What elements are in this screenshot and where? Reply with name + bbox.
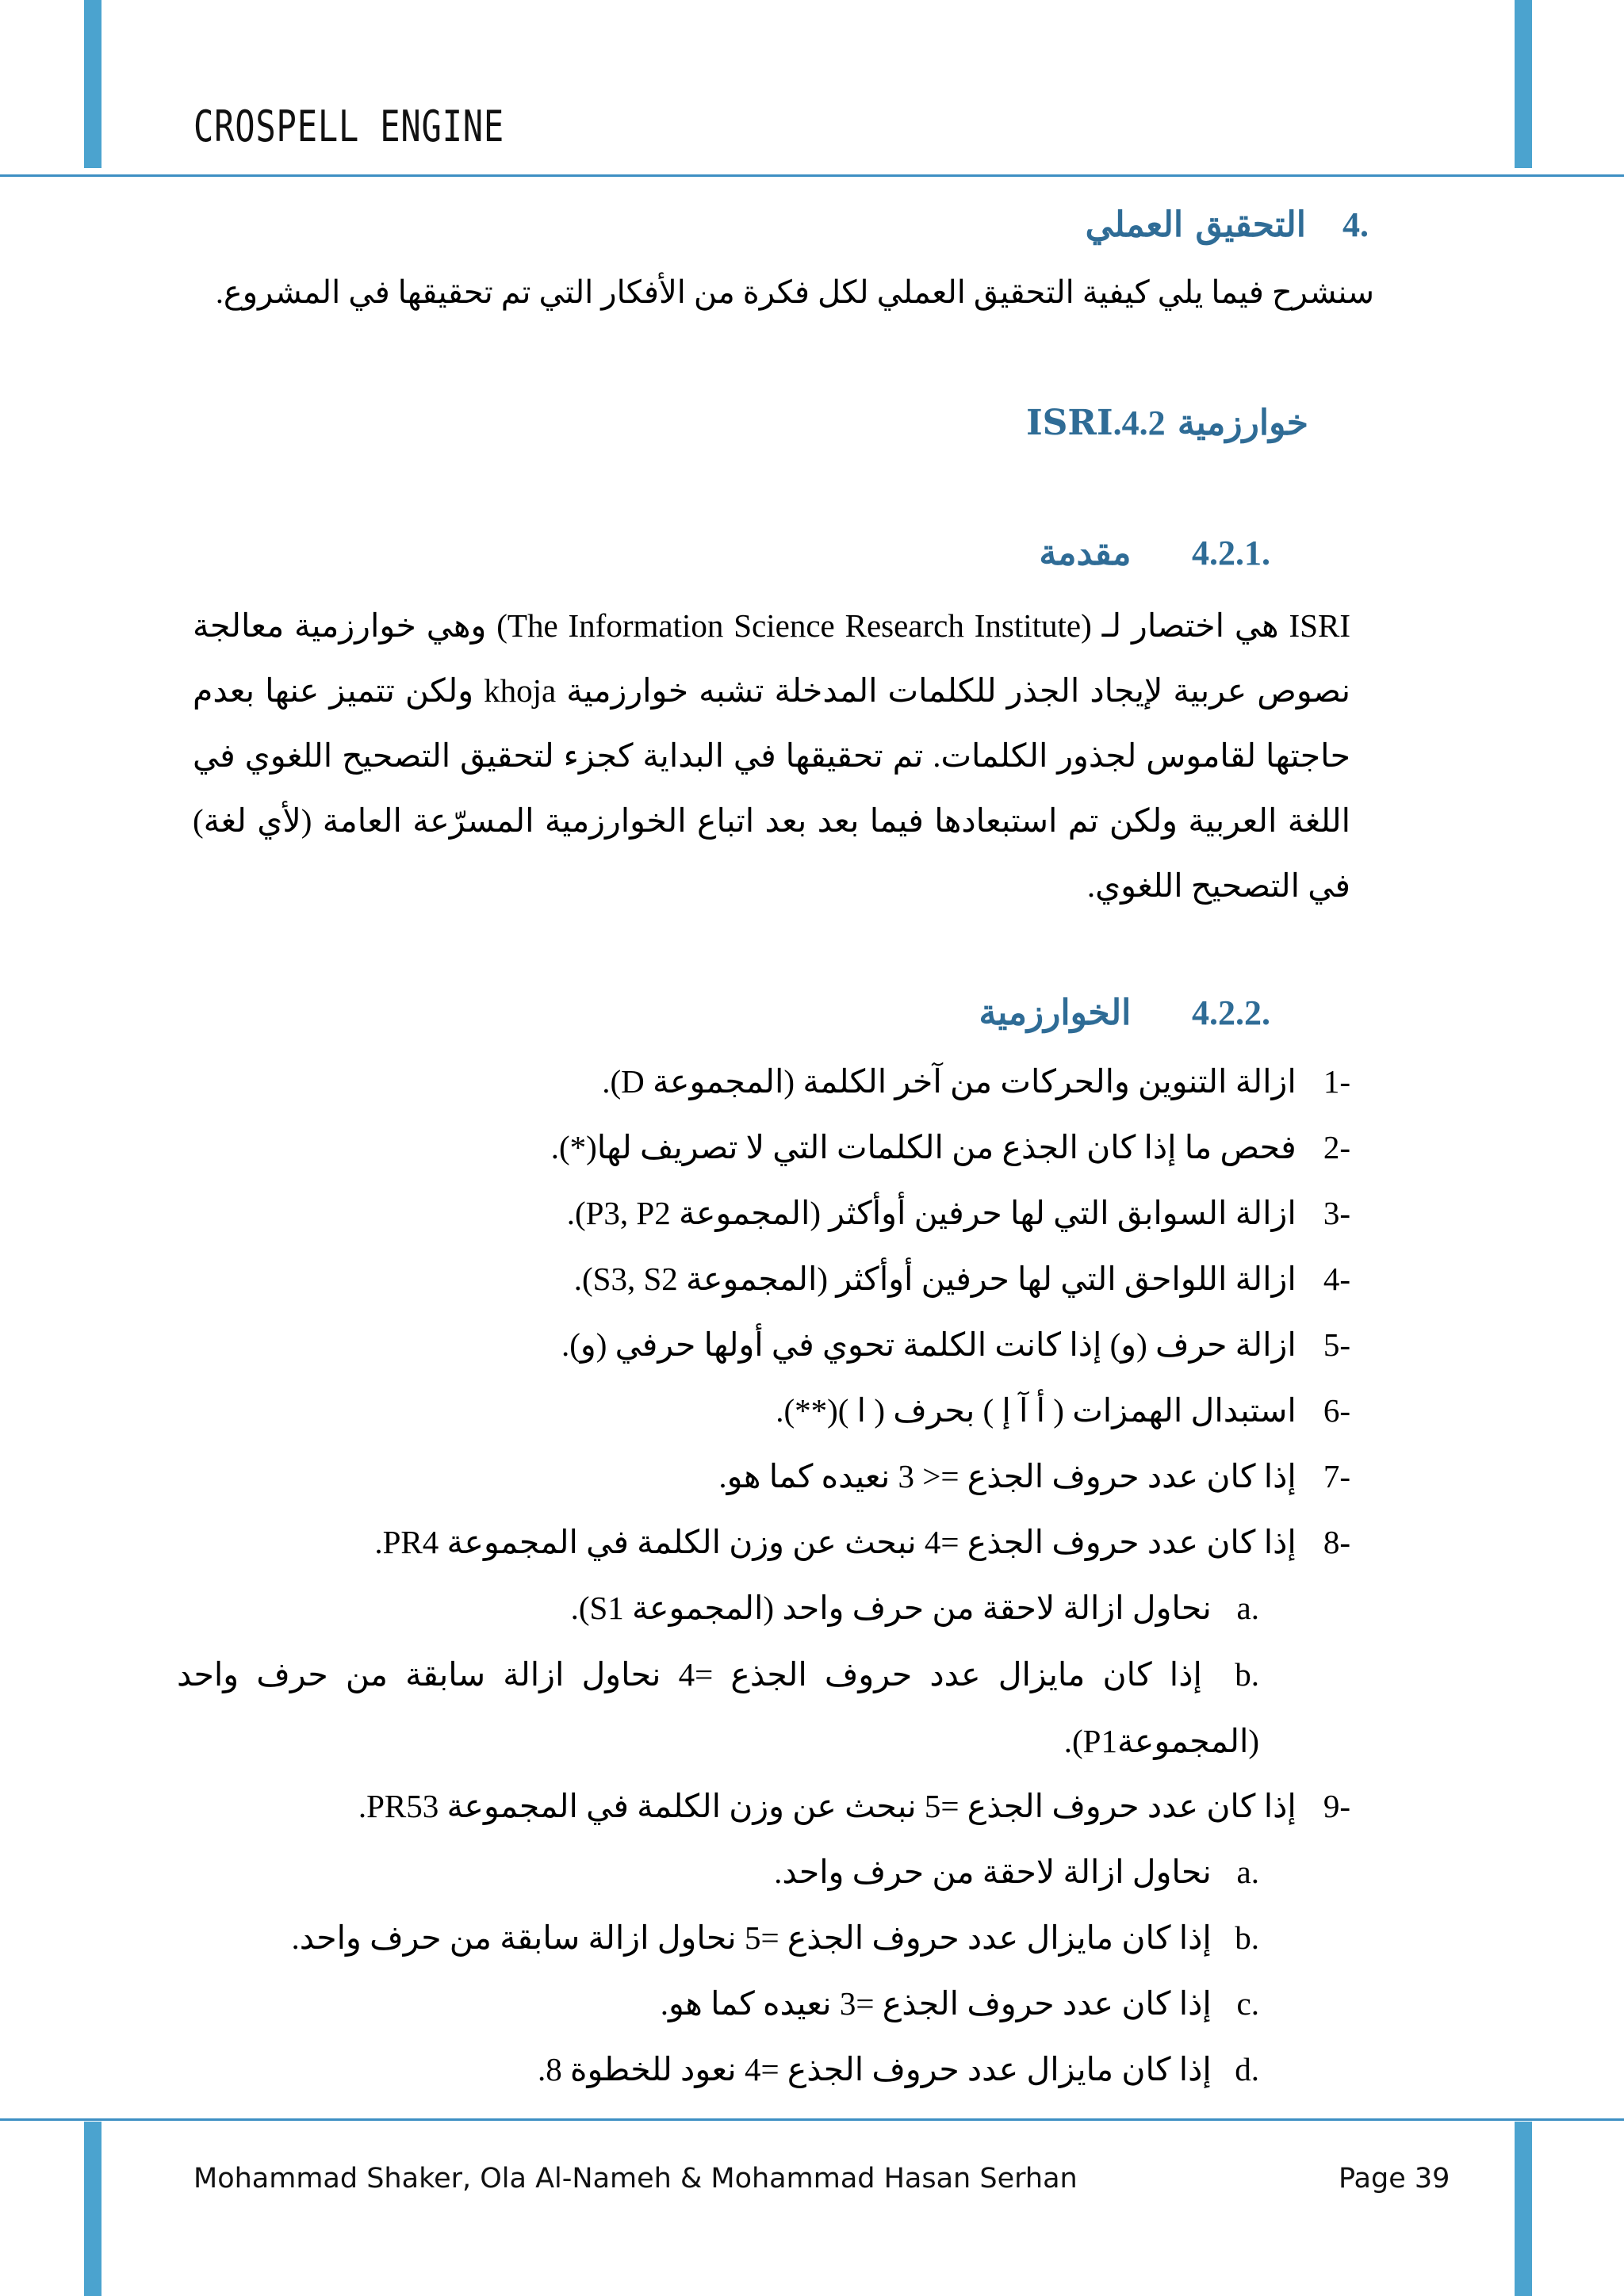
sub-list-item: .b إذا كان مايزال عدد حروف الجذع =5 نحاول ازالة سابقة من حرف واحد. [291,1919,1259,1956]
list-item: -7 إذا كان عدد حروف الجذع =< 3 نعيده كما هو. [718,1458,1350,1494]
section-number: .4 [1342,205,1369,244]
page-number: Page 39 [1339,2163,1450,2195]
list-item: -4 ازالة اللواحق التي لها حرفين أوأكثر (المجموعة S3, S2). [573,1261,1350,1297]
section-4-intro: سنشرح فيما يلي كيفية التحقيق العملي لكل فكرة من الأفكار التي تم تحقيقها في المشروع. [215,274,1374,310]
section-title: خوارزمية ISRI [1026,403,1308,443]
top-right-bar [1515,0,1532,168]
bottom-left-bar [84,2122,102,2296]
section-number: .4.2 [1113,404,1166,442]
sub-list-item: .c إذا كان عدد حروف الجذع =3 نعيده كما هو. [660,1985,1259,2022]
footer-authors: Mohammad Shaker, Ola Al-Nameh & Mohammad Hasan Serhan [193,2163,1078,2195]
section-title: مقدمة [1039,533,1132,573]
section-4-heading [1086,205,1369,245]
section-4-2-heading [1026,403,1308,443]
list-item: -8 إذا كان عدد حروف الجذع =4 نبحث عن وزن الكلمة في المجموعة PR4. [374,1524,1350,1560]
list-item: -9 إذا كان عدد حروف الجذع =5 نبحث عن وزن الكلمة في المجموعة PR53. [358,1788,1350,1824]
bottom-right-bar [1515,2122,1532,2296]
sub-list-item: .b إذا كان مايزال عدد حروف الجذع =4 نحاول ازالة سابقة من حرف واحد (المجموعةP1). [177,1656,1260,1759]
section-4-2-1-heading [1039,533,1270,573]
footer-divider [0,2118,1624,2121]
list-item: -2 فحص ما إذا كان الجذع من الكلمات التي لا تصريف لها(*). [550,1129,1350,1165]
section-number: .4.2.2 [1192,993,1270,1032]
section-4-2-1-body: ISRI هي اختصار لـ (The Information Science Research Institute) وهي خوارزمية معالجة نصوص عربية لإيجاد الجذر للكلمات المدخلة تشبه خوارزمية khoja ولكن تتميز عنها بعدم حاجتها لقاموس لجذور الكلمات. تم تحقيقها في البداية كجزء لتحقيق التصحيح اللغوي في اللغة العربية ولكن تم استبعادها فيما بعد بعد اتباع الخوارزمية المسرّعة العامة (لأي لغة) في التصحيح اللغوي. [193,607,1351,904]
list-item: -1 ازالة التنوين والحركات من آخر الكلمة (المجموعة D). [602,1063,1350,1100]
section-number: .4.2.1 [1192,534,1270,572]
section-title: التحقيق العملي [1085,205,1307,245]
list-item: -3 ازالة السوابق التي لها حرفين أوأكثر (المجموعة P3, P2). [566,1195,1350,1231]
document-header-title: CROSPELL ENGINE [193,101,505,151]
top-left-bar [84,0,102,168]
list-item: -5 ازالة حرف (و) إذا كانت الكلمة تحوي في أولها حرفي (و). [561,1326,1350,1363]
list-item: -6 استبدال الهمزات ( أ آ إ ) بحرف ( ا )(**). [776,1392,1350,1429]
header-divider [0,174,1624,177]
section-4-2-2-heading [979,993,1270,1033]
sub-list-item: .a نحاول ازالة لاحقة من حرف واحد. [774,1854,1259,1890]
section-title: الخوارزمية [979,993,1132,1033]
sub-list-item: .a نحاول ازالة لاحقة من حرف واحد (المجموعة S1). [570,1590,1259,1626]
sub-list-item: .d إذا كان مايزال عدد حروف الجذع =4 نعود للخطوة 8. [537,2051,1259,2087]
